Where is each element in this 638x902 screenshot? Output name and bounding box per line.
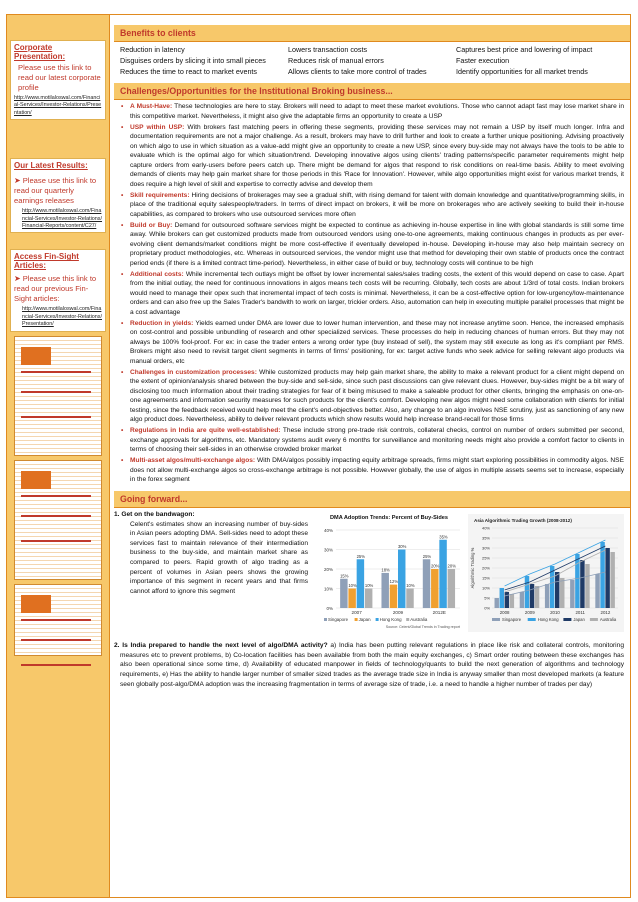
algo-growth-chart <box>468 514 624 637</box>
legend-swatch <box>563 618 571 621</box>
x-tick-label: 2011 <box>575 610 585 615</box>
bar-hong-kong <box>398 549 405 608</box>
going-forward-title: Going forward... <box>120 494 188 504</box>
legend-swatch <box>492 618 500 621</box>
benefit-item: Reduction in latency <box>120 45 185 54</box>
data-label: 25% <box>356 553 365 559</box>
bar-singapore <box>381 572 388 607</box>
india-prepared-body: a) India has been putting relevant regulations in place like risk and collateral controls, monitoring measures etc to prevent problems, b) Co-location facilities has been available from both the main equity exchanges, c) Smart order routing between these exchanges has also been operational since some time, d) Availability of educated manpower in fields of technology/quants to build the next generation of algorithms and technology requirements, e) Has the ability to handle larger number of smaller sized trades as the average trade size in India is anyway smaller than most developed markets (a feature seen globally post-algo/DMA adoption was the increasing fragmentation in terms of average size of trade, i.e. a need to handle a higher number of trades per day) <box>120 642 624 688</box>
data-label: 10% <box>364 582 374 588</box>
charts-area <box>314 514 624 637</box>
y-tick-label: 15% <box>481 575 490 581</box>
benefit-item: Lowers transaction costs <box>288 45 368 54</box>
list-item <box>126 102 624 121</box>
finsight-article-thumbnail[interactable] <box>14 584 102 656</box>
arrow-right-icon: ➤ <box>14 274 21 284</box>
item-body: With brokers fast matching peers in offering these segments, providing these services may not remain a USP by itself much longer. Infra and documentation requirements are not a major challenge. As a result, brokers may have to drill further and look to create a further unique positioning. Advising proactively on which algo to use in which situation as a value-add might give an opportunity to create a new USP, since every buy-side may not always have the tools to be able to evaluate which is the optimal algo for which situation/trend. Developing innovative algos using clients' trading patterns/specific parameter requirements might help capture orders from early-users before peers catch up. There might be demand for algos that respond to risk conditions on real-time basis. Ability to meet evolving demands of clients may help gain market share for those periods in this 'Race for Innovation'. However, while algo opportunities might exist for various market trends, it does require a high level of skill and expertise to correctly advise and develop them <box>130 123 624 188</box>
bar-australia <box>535 586 539 608</box>
y-axis-label: Algorithmic Trading % <box>470 547 475 589</box>
bar-singapore <box>340 578 347 607</box>
item-heading: Build or Buy: <box>130 221 173 229</box>
item-body: These include strong pre-trade risk controls, collateral checks, control on number of orders submitted per second, exchange approvals for algorithms, etc. Mandatory systems audit every 6 months for surveillance and monitoring needs might also provide a comfort factor to clients in terms of choosing their sell-sides in an otherwise crowded broker market <box>130 427 625 453</box>
y-tick-label: 35% <box>481 535 490 541</box>
benefits-grid <box>114 42 630 79</box>
bar-australia <box>448 569 455 608</box>
x-tick-label: 2010 <box>550 610 560 615</box>
data-label: 18% <box>381 566 390 572</box>
going-forward-section <box>114 508 630 691</box>
benefit-item: Disguises orders by slicing it into small pieces <box>120 56 266 65</box>
bar-japan <box>431 569 438 608</box>
bandwagon-heading: 1. Get on the bandwagon: <box>114 511 195 518</box>
india-prepared-item <box>114 641 624 689</box>
benefits-col-1 <box>120 44 288 77</box>
list-item <box>126 426 624 455</box>
data-label: 20% <box>431 563 440 569</box>
finsight-title: Access Fin-Sight Articles: <box>14 252 79 271</box>
list-item <box>126 319 624 367</box>
item-body: Yields earned under DMA are lower due to lower human intervention, and these may not increase anytime soon. Hence, the increased emphasis on cost-control and possible unbundling of research and other specialized services. These processes do help in reducing chances of human errors. But they may not always be 100% fool-proof. For ex: in case the trader enters a wrong order type (buy instead of sell), the system may still execute as long as it's compliant per RMS. Brokers might also need to revisit target client segments in terms of firms' positioning, for ex: target active funds who seek advice for selling relevant algo products via manual orders, etc <box>130 319 624 365</box>
bar-australia <box>510 594 514 608</box>
y-tick-label: 0% <box>326 605 333 611</box>
legend-label: Australia <box>410 616 428 622</box>
arrow-right-icon: ➤ <box>14 176 21 186</box>
bar-hong-kong <box>357 559 364 608</box>
bar-singapore <box>495 598 499 608</box>
legend-swatch <box>376 618 379 621</box>
finsight-link[interactable]: http://www.motilaloswal.com/Financial-Services/Investor-Relations/Presentation/ <box>22 306 102 328</box>
corporate-presentation-title: Corporate Presentation: <box>14 43 66 61</box>
bar-australia <box>365 588 372 608</box>
bar-singapore <box>570 580 574 608</box>
legend-label: Australia <box>599 617 617 622</box>
bar-hong-kong <box>525 576 529 608</box>
bar-australia <box>585 564 589 608</box>
benefits-header <box>114 25 630 42</box>
x-tick-label: 2007 <box>351 609 362 615</box>
y-tick-label: 20% <box>481 565 490 571</box>
legend-swatch <box>590 618 598 621</box>
y-tick-label: 0% <box>484 605 490 611</box>
legend-swatch <box>324 618 327 621</box>
legend-swatch <box>406 618 409 621</box>
sidebar <box>7 15 110 897</box>
data-label: 20% <box>447 563 456 569</box>
legend-label: Hong Kong <box>379 616 402 622</box>
data-label: 25% <box>422 553 432 559</box>
x-tick-label: 2012E <box>432 609 446 615</box>
corporate-presentation-link[interactable]: http://www.motilaloswal.com/Financial-Services/Investor-Relations/Presentation/ <box>14 95 102 116</box>
legend-swatch <box>528 618 536 621</box>
y-tick-label: 30% <box>481 545 490 551</box>
latest-results-text <box>14 176 102 206</box>
bar-singapore <box>545 584 549 608</box>
item-heading: A Must-Have: <box>130 103 173 110</box>
item-body: With DMA/algos possibly impacting equity arbitrage spreads, firms might start exploring possibilities in commodity algos. NSE does not allow multi-exchange algos so cross-exchange arbitrage is not possible. However globally, the use of algos in multiple assets seems set to increase, especially in the forex segment <box>130 457 624 483</box>
benefit-item: Captures best price and lowering of impact <box>456 45 593 54</box>
y-tick-label: 10% <box>481 585 490 591</box>
legend-label: Hong Kong <box>537 617 559 622</box>
item-heading: Regulations in India are quite well-established: <box>130 427 281 434</box>
finsight-article-thumbnail[interactable] <box>14 336 102 456</box>
item-heading: Reduction in yields: <box>130 319 194 327</box>
latest-results-link[interactable]: http://www.motilaloswal.com/Financial-Services/Investor-Relations/Financial-Reports/content/C27/ <box>22 208 102 230</box>
chart-title: Asia Algorithmic Trading Growth (2008-2012) <box>474 518 572 523</box>
data-label: 30% <box>397 543 407 549</box>
bar-japan <box>555 572 559 608</box>
item-heading: USP within USP: <box>130 123 185 131</box>
item-body: While customized products may help gain market share, the ability to make a relevant product for a client might depend on the extent of opinion/analysis shared between the buy-side and sell-side, since such past discussions can give relevant clues. However, buy-sides might be a bit wary of disclosing too much information about their trading strategies for fear of it being misused to make a saleable product for other clients, bringing the emphasis on one-on-one agreements and information security measures for such products for the client's comfort. Developing new algos might need some collaboration with clients for initial testing, since the feedback received would help meet the client's end-objectives better. Also, any change to an algo involves NSE scrutiny, just as sanctioning of any new algo product does. Nevertheless, ability to deliver relevant products which show results would help increase brand-recall for those firms <box>130 368 624 423</box>
legend-swatch <box>355 618 358 621</box>
finsight-article-thumbnail[interactable] <box>14 460 102 580</box>
list-item <box>126 221 624 269</box>
main-content <box>114 15 630 897</box>
finsight-text <box>14 274 102 304</box>
algo-growth-chart-svg <box>468 514 624 632</box>
list-item <box>126 270 624 318</box>
y-tick-label: 20% <box>323 566 333 572</box>
bar-japan <box>605 548 609 608</box>
item-heading: Multi-asset algos/multi-exchange algos: <box>130 457 256 464</box>
latest-results-text-label: Please use this link to read our quarterly earnings releases <box>14 176 97 206</box>
y-tick-label: 25% <box>481 555 490 561</box>
data-label: 35% <box>439 533 448 539</box>
legend-label: Singapore <box>502 617 522 622</box>
challenges-header <box>114 83 630 100</box>
x-tick-label: 2008 <box>499 610 510 615</box>
data-label: 10% <box>406 582 415 588</box>
challenges-title: Challenges/Opportunities for the Institutional Broking business... <box>120 86 393 96</box>
y-tick-label: 10% <box>323 586 333 592</box>
list-item <box>126 456 624 485</box>
dma-chart-svg <box>314 526 464 634</box>
benefits-title: Benefits to clients <box>120 28 196 38</box>
bandwagon-row <box>114 510 624 637</box>
benefit-item: Reduces risk of manual errors <box>288 56 384 65</box>
benefits-col-2 <box>288 44 456 77</box>
going-forward-header <box>114 491 630 508</box>
item-body: While incremental tech outlays might be offset by lower incremental sales/sales trading costs, the extent of this would depend on case to case. Apart from the initial outlay, the need for continuous innovations in algos means tech costs will be recurring. Globally, tech costs are about 1/3rd of total costs. Indian brokers would need to manage their opex such that incremental impact of tech costs is minimal. Nevertheless, it can be a cost-effective option for low-urgency/low-maintenance orders and can also free up the Sales Trader's bandwith to work on larger, trickier orders. Also, automation can help in executing multiple parallel processes that might be a cost advantage <box>130 270 625 316</box>
y-tick-label: 40% <box>481 525 490 531</box>
x-tick-label: 2012 <box>600 610 611 615</box>
bar-hong-kong <box>439 539 446 607</box>
legend-label: Japan <box>358 616 371 622</box>
y-tick-label: 30% <box>323 547 333 553</box>
y-tick-label: 40% <box>323 527 333 533</box>
list-item <box>126 368 624 425</box>
bar-hong-kong <box>575 554 579 608</box>
bar-japan <box>348 588 355 608</box>
data-label: 15% <box>340 572 349 578</box>
bar-japan <box>580 560 584 608</box>
item-heading: Challenges in customization processes: <box>130 368 257 376</box>
bar-australia <box>560 578 564 608</box>
corporate-presentation-text: Please use this link to read our latest corporate profile <box>18 63 101 92</box>
benefit-item: Faster execution <box>456 56 510 65</box>
item-body: These technologies are here to stay. Brokers will need to adapt to meet these market evolutions. Those who cannot adapt fast may lose market share in this competitive market. Nevertheless, it might also give the adaptable firms an opportunity to create a USP <box>130 103 624 120</box>
item-heading: Skill requirements: <box>130 191 190 199</box>
corporate-presentation-box <box>10 40 106 120</box>
data-label: 12% <box>389 578 399 584</box>
report-page <box>6 14 631 898</box>
item-body: Demand for outsourced software services might be expected to continue as achieving in-house expertise in line with global standards is still some time away. While brokers can get customized products made from outsourced vendors using one-to-one agreements, making continuous changes in products as per ever-evolving client demands/market conditions might be more cost-effective if eventually developed in-house. Developing in-house may also help maintain secrecy on proprietary product methodologies, etc. Whereas in outsourced services, the vendor might use that method for developing their own stable of products once the contract period ends (if there is a limited contract time-period). Nevertheless, in either case of build or buy, technology costs will continue to be high <box>130 221 624 267</box>
bar-japan <box>390 584 397 607</box>
bar-japan <box>530 584 534 608</box>
bar-hong-kong <box>500 588 504 608</box>
list-item <box>126 191 624 220</box>
challenges-list <box>114 100 630 488</box>
latest-results-box <box>10 158 106 233</box>
benefit-item: Allows clients to take more control of trades <box>288 67 427 76</box>
bandwagon-body: Celent's estimates show an increasing number of buy-sides in Asian peers adopting DMA. Sell-sides need to adopt these services fast to maintain relevance of their intermediation business to the buy-side, and maintain market share as compared to peers. Rapid growth of algo trading as a percent of volumes in Asian peers shows the growing importance of this segment in recent years and that firms cannot afford to ignore this segment <box>130 520 308 595</box>
benefit-item: Identify opportunities for all market trends <box>456 67 588 76</box>
legend-label: Singapore <box>328 616 349 622</box>
x-tick-label: 2009 <box>392 609 404 615</box>
dma-chart <box>314 514 464 637</box>
bar-australia <box>406 588 413 608</box>
chart-source: Source: Celent/Global Trends in Trading report <box>385 624 460 629</box>
bandwagon-text <box>114 510 308 637</box>
benefit-item: Reduces the time to react to market events <box>120 67 258 76</box>
legend-label: Japan <box>573 617 585 622</box>
bar-singapore <box>423 559 430 608</box>
finsight-box <box>10 249 106 331</box>
dma-chart-title: DMA Adoption Trends: Percent of Buy-Sides <box>330 515 448 521</box>
india-prepared-heading: 2. Is India prepared to handle the next level of algo/DMA activity? <box>114 642 328 650</box>
y-tick-label: 5% <box>484 595 490 601</box>
list-item <box>126 123 624 190</box>
bar-australia <box>610 552 614 608</box>
bar-singapore <box>595 574 599 608</box>
data-label: 10% <box>348 582 357 588</box>
bar-singapore <box>520 592 524 608</box>
benefits-col-3 <box>456 44 624 77</box>
latest-results-title: Our Latest Results: <box>14 161 88 171</box>
finsight-text-label: Please use this link to read our previous Fin-Sight articles: <box>14 274 97 304</box>
item-body: Hiring decisions of brokerages may see a gradual shift, with rising demand for talent with domain knowledge and quantitative/programming skills, in place of the traditional equity salespeople/traders. In terms of direct impact on brokers, it will be more on brokerages who are actively seeking to build their in-house capabilities, as compared to brokers who use outsourced services more often <box>130 191 624 218</box>
x-tick-label: 2009 <box>524 610 535 615</box>
bar-japan <box>505 592 509 608</box>
item-heading: Additional costs: <box>130 270 184 278</box>
